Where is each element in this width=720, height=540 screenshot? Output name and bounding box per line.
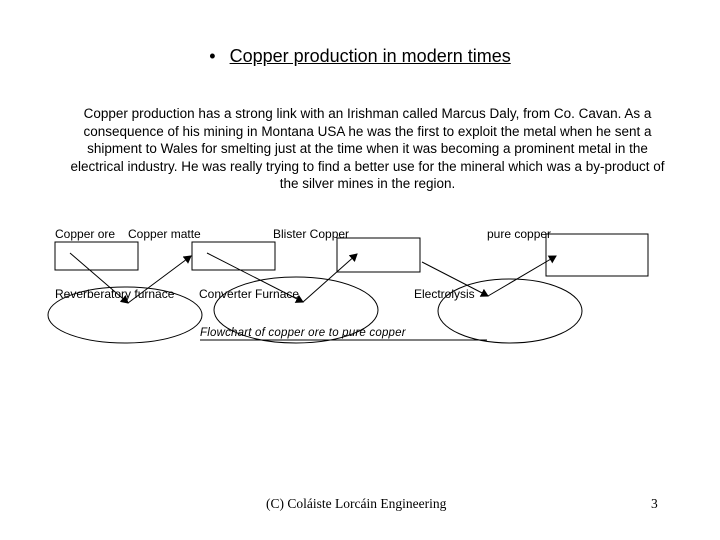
slide-title: Copper production in modern times [229, 46, 511, 66]
footer-credit: (C) Coláiste Lorcáin Engineering [266, 496, 447, 511]
label-copper-ore: Copper ore [55, 227, 116, 241]
label-blister-copper: Blister Copper [273, 227, 350, 241]
blister-copper-box [337, 238, 420, 272]
label-converter-furnace: Converter Furnace [199, 287, 300, 301]
copper-ore-box [55, 242, 138, 270]
intro-paragraph: Copper production has a strong link with an Irishman called Marcus Daly, from Co. Cavan. As a consequence of his mining in Montana USA he was the first to exploit the metal when he sent a shipment to Wales for smelting just at the time when it was becoming a prominent metal in the electrical industry. He was really trying to find a better use for the mineral which was a by-product of the silver mines in the region. [70, 106, 665, 192]
label-copper-matte: Copper matte [128, 227, 201, 241]
bullet-icon: • [209, 46, 216, 66]
pure-copper-box [546, 234, 648, 276]
label-electrolysis: Electrolysis [414, 287, 475, 301]
label-reverberatory-furnace: Reverberatory furnace [55, 287, 175, 301]
label-pure-copper: pure copper [487, 227, 552, 241]
flowchart-caption: Flowchart of copper ore to pure copper [200, 327, 406, 339]
copper-matte-box [192, 242, 275, 270]
page-number: 3 [651, 496, 658, 511]
